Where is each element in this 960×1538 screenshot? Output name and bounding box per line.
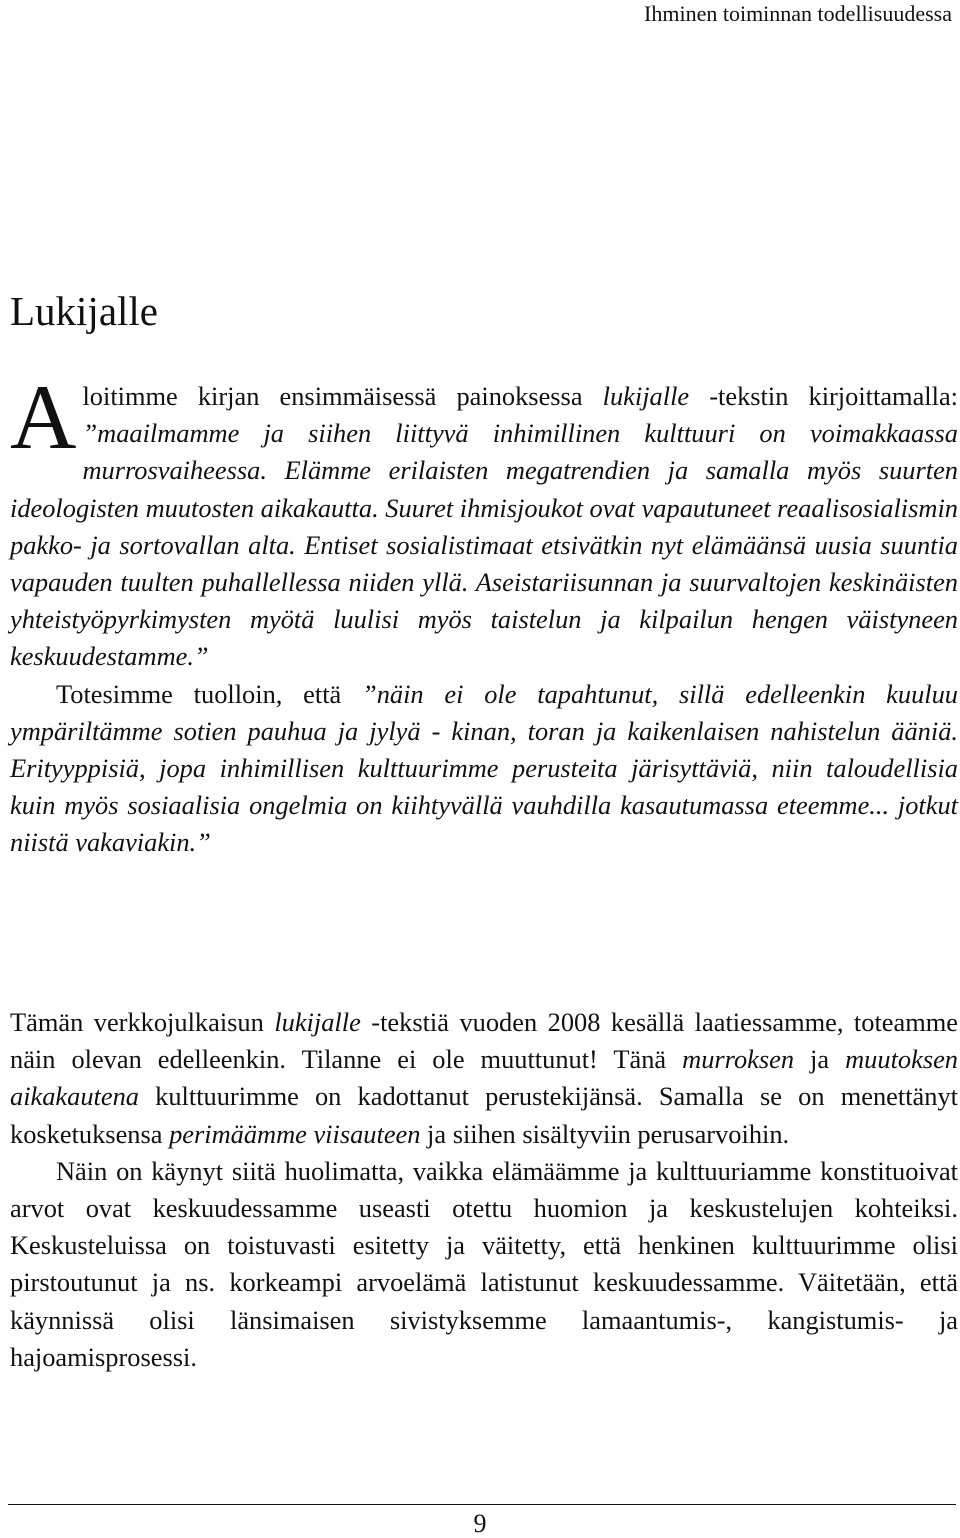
main-p1-term-murroksen: murroksen [682,1044,795,1075]
main-p1-term-muutoksen: muutoksen aikakautena [10,1044,958,1112]
main-p1-term-lukijalle: lukijalle [274,1007,361,1037]
intro-p1-lead: loitimme kirjan ensimmäisessä painoksessa [82,381,603,411]
main-p1-text-d: kulttuurimme on kadottanut perustekijänsä. Samalla se on menettänyt kosketuksensa [10,1081,958,1149]
chapter-title: Lukijalle [10,288,159,334]
intro-p1-mid: -tekstin kirjoittamalla: [689,381,958,411]
footer-rule [8,1504,956,1505]
intro-p1-term: lukijalle [602,381,690,411]
intro-p1-quote: ”maailmamme ja siihen liittyvä inhimillinen kulttuuri on voimakkaassa murrosvaiheessa. Elämme erilaisten megatrendien ja samalla myös suurten ideologisten muutosten aikakautta. Suuret ihmisjoukot ovat vapautuneet reaalisosialismin pakko- ja sortovallan alta. Entiset sosialistimaat etsivätkin nyt elämäänsä uusia suuntia vapauden tuulten puhallellessa niiden yllä. Aseistariisunnan ja suurvaltojen keskinäisten yhteistyöpyrkimysten myötä luulisi myös taistelun ja kilpailun hengen väistyneen keskuudestamme.” [10,418,959,672]
main-section [10,1004,958,1376]
intro-section [10,366,959,862]
main-paragraph-1 [10,1004,958,1153]
intro-p2-quote: ”näin ei ole tapahtunut, sillä edelleenkin kuuluu ympäriltämme sotien pauhua ja jylyä - kinan, toran ja kaikenlaisen nahistelun ääniä. Erityyppisiä, jopa inhimillisen kulttuurimme perusteita järisyttäviä, niin taloudellisia kuin myös sosiaalisia ongelmia on kiihtyvällä vauhdilla kasautumassa eteemme... jotkut niistä vakaviakin.” [10,678,958,858]
main-p1-text-b: -tekstiä vuoden 2008 kesällä laatiessamme, toteamme näin olevan edelleenkin. Tilanne ei ole muuttunut! Tänä [10,1007,958,1075]
intro-paragraph-2 [10,676,958,862]
main-p1-text-a: Tämän verkkojulkaisun [10,1007,275,1037]
page-number: 9 [473,1509,487,1538]
intro-paragraph-1 [10,366,959,676]
main-p1-text-c: ja [794,1044,846,1075]
main-p1-text-e: ja siihen sisältyviin perusarvoihin. [420,1118,790,1149]
main-paragraph-2: Näin on käynyt siitä huolimatta, vaikka elämäämme ja kulttuuriamme konstituoivat arvot ovat keskuudessamme useasti otettu huomion ja keskustelujen kohteiksi. Keskusteluissa on toistuvasti esitetty ja väitetty, että henkinen kulttuurimme olisi pirstoutunut ja ns. korkeampi arvoelämä latistunut keskuudessamme. Väitetään, että käynnissä olisi länsimaisen sivistyksemme lamaantumis-, kangistumis- ja hajoamisprosessi. [10,1155,958,1372]
intro-p2-lead: Totesimme tuolloin, että [56,678,363,709]
drop-cap: A [10,366,77,468]
running-header: Ihminen toiminnan todellisuudessa [644,1,952,26]
main-p1-term-viisauteen: perimäämme viisauteen [169,1118,421,1149]
